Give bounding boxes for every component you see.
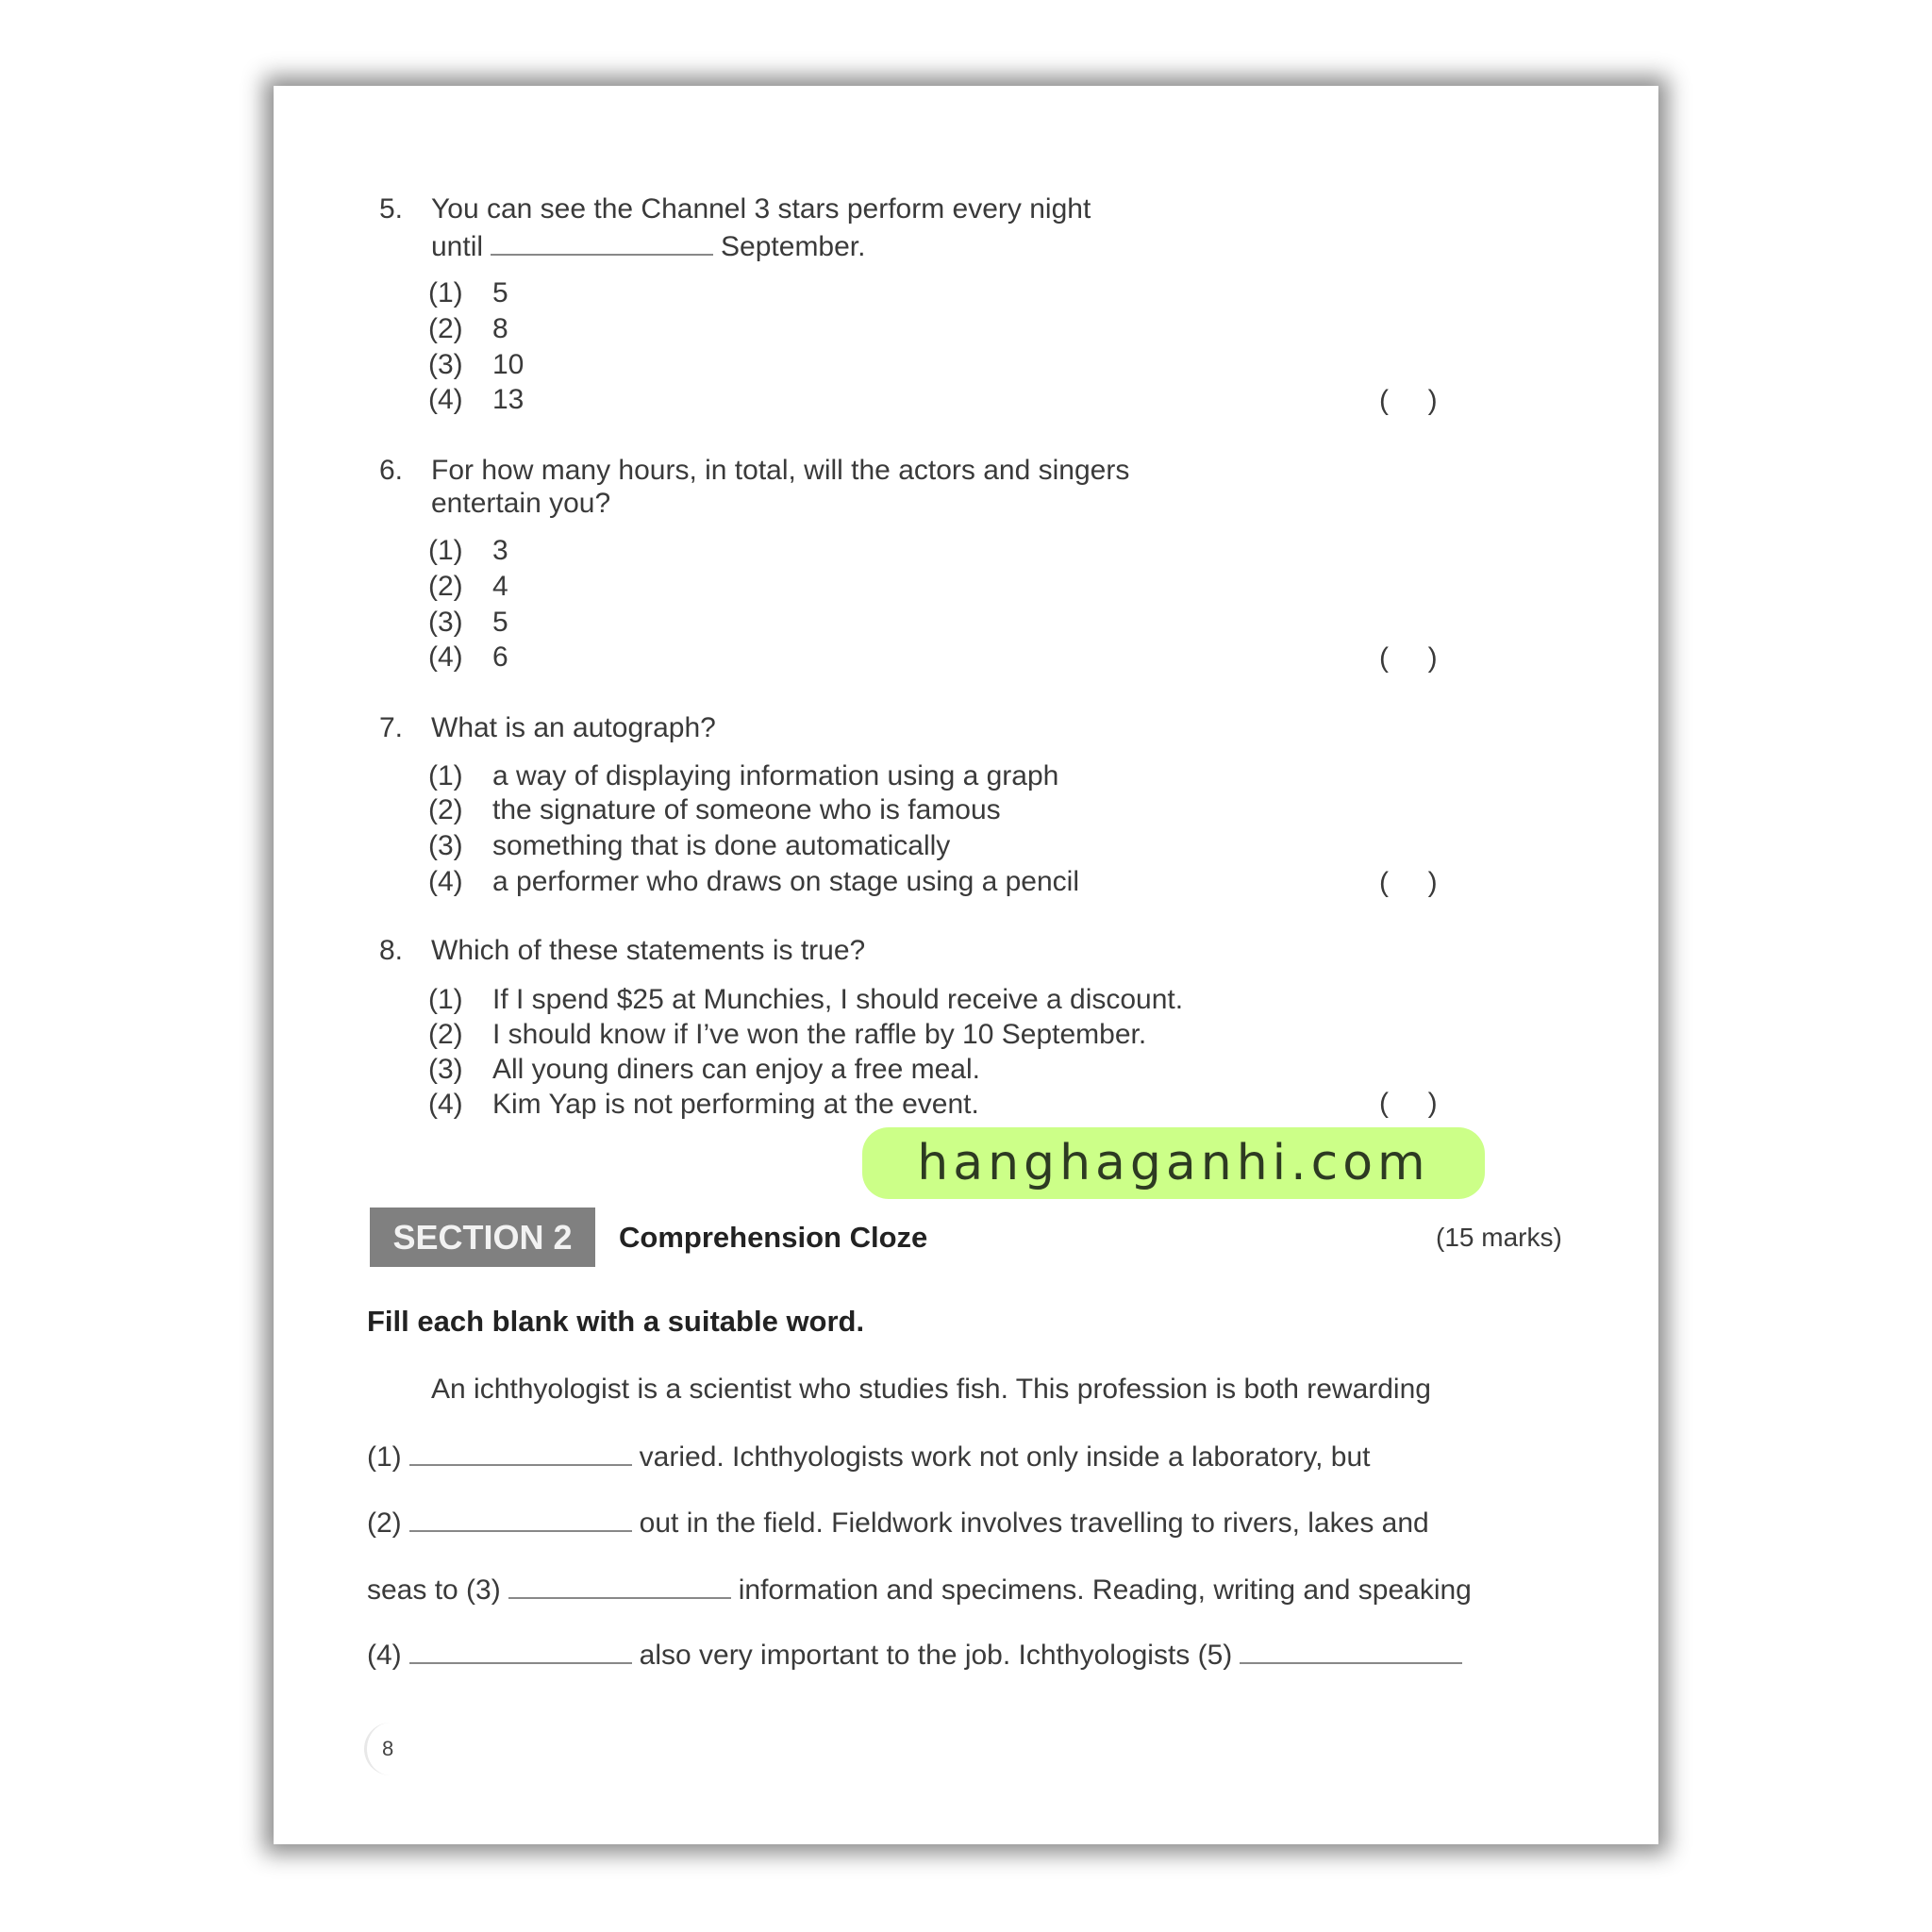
- blank-number: (4): [367, 1640, 402, 1671]
- option-number: (2): [428, 1019, 463, 1050]
- text: also very important to the job. Ichthyologists (5): [639, 1640, 1233, 1671]
- option-text: 4: [492, 571, 508, 602]
- question-text-line2: entertain you?: [431, 488, 611, 519]
- option-text: 6: [492, 641, 508, 673]
- answer-box[interactable]: ( ): [1379, 1088, 1438, 1119]
- option-number: (3): [428, 607, 463, 638]
- passage-line: [367, 1573, 1472, 1607]
- option-text: 3: [492, 535, 508, 566]
- option-text: the signature of someone who is famous: [492, 794, 1001, 825]
- question-text: What is an autograph?: [431, 712, 716, 743]
- blank-number: seas to (3): [367, 1574, 501, 1606]
- option-number: (4): [428, 641, 463, 673]
- option-text: 5: [492, 277, 508, 308]
- option-text: Kim Yap is not performing at the event.: [492, 1089, 979, 1120]
- question-number: 5.: [379, 193, 404, 225]
- option-text: a performer who draws on stage using a pencil: [492, 866, 1080, 897]
- passage-line: An ichthyologist is a scientist who studies fish. This profession is both rewarding: [431, 1374, 1431, 1405]
- option-text: 8: [492, 313, 508, 344]
- answer-blank[interactable]: [491, 229, 713, 256]
- option-number: (1): [428, 277, 463, 308]
- option-number: (4): [428, 1089, 463, 1120]
- question-number: 8.: [379, 935, 404, 966]
- option-text: 10: [492, 349, 525, 380]
- option-text: I should know if I’ve won the raffle by 10 September.: [492, 1019, 1147, 1050]
- option-number: (1): [428, 760, 463, 791]
- cloze-blank-1[interactable]: [409, 1440, 632, 1466]
- option-number: (3): [428, 349, 463, 380]
- text: varied. Ichthyologists work not only inside a laboratory, but: [639, 1441, 1371, 1473]
- option-text: a way of displaying information using a graph: [492, 760, 1059, 791]
- option-text: something that is done automatically: [492, 830, 951, 861]
- option-number: (1): [428, 984, 463, 1015]
- answer-box[interactable]: ( ): [1379, 867, 1438, 898]
- blank-number: (1): [367, 1441, 402, 1473]
- option-text: All young diners can enjoy a free meal.: [492, 1054, 980, 1085]
- answer-box[interactable]: ( ): [1379, 385, 1438, 416]
- option-number: (3): [428, 1054, 463, 1085]
- option-number: (1): [428, 535, 463, 566]
- section-marks: (15 marks): [1436, 1223, 1562, 1252]
- section-title: Comprehension Cloze: [619, 1221, 928, 1254]
- passage-line: [367, 1506, 1429, 1541]
- cloze-blank-3[interactable]: [508, 1573, 731, 1599]
- question-text: Which of these statements is true?: [431, 935, 866, 966]
- text: information and specimens. Reading, writing and speaking: [738, 1574, 1472, 1606]
- option-text: 5: [492, 607, 508, 638]
- question-text: You can see the Channel 3 stars perform every night: [431, 193, 1091, 225]
- cloze-blank-4[interactable]: [409, 1638, 632, 1664]
- question-number: 6.: [379, 455, 404, 486]
- watermark: hanghaganhi.com: [862, 1127, 1485, 1199]
- page-number: 8: [364, 1723, 417, 1775]
- text: September.: [721, 231, 866, 262]
- option-text: 13: [492, 384, 525, 415]
- passage-line: [367, 1440, 1371, 1474]
- question-text: For how many hours, in total, will the actors and singers: [431, 455, 1130, 486]
- instruction: Fill each blank with a suitable word.: [367, 1305, 865, 1338]
- option-number: (2): [428, 571, 463, 602]
- option-number: (4): [428, 866, 463, 897]
- question-text-line2: [431, 229, 865, 264]
- cloze-blank-2[interactable]: [409, 1506, 632, 1532]
- answer-box[interactable]: ( ): [1379, 642, 1438, 674]
- option-number: (2): [428, 794, 463, 825]
- blank-number: (2): [367, 1507, 402, 1539]
- option-text: If I spend $25 at Munchies, I should receive a discount.: [492, 984, 1184, 1015]
- option-number: (2): [428, 313, 463, 344]
- section-label: SECTION 2: [370, 1208, 595, 1267]
- text: until: [431, 231, 484, 262]
- text: out in the field. Fieldwork involves travelling to rivers, lakes and: [639, 1507, 1429, 1539]
- question-number: 7.: [379, 712, 404, 743]
- option-number: (3): [428, 830, 463, 861]
- cloze-blank-5[interactable]: [1240, 1638, 1462, 1664]
- passage-line: [367, 1638, 1470, 1673]
- option-number: (4): [428, 384, 463, 415]
